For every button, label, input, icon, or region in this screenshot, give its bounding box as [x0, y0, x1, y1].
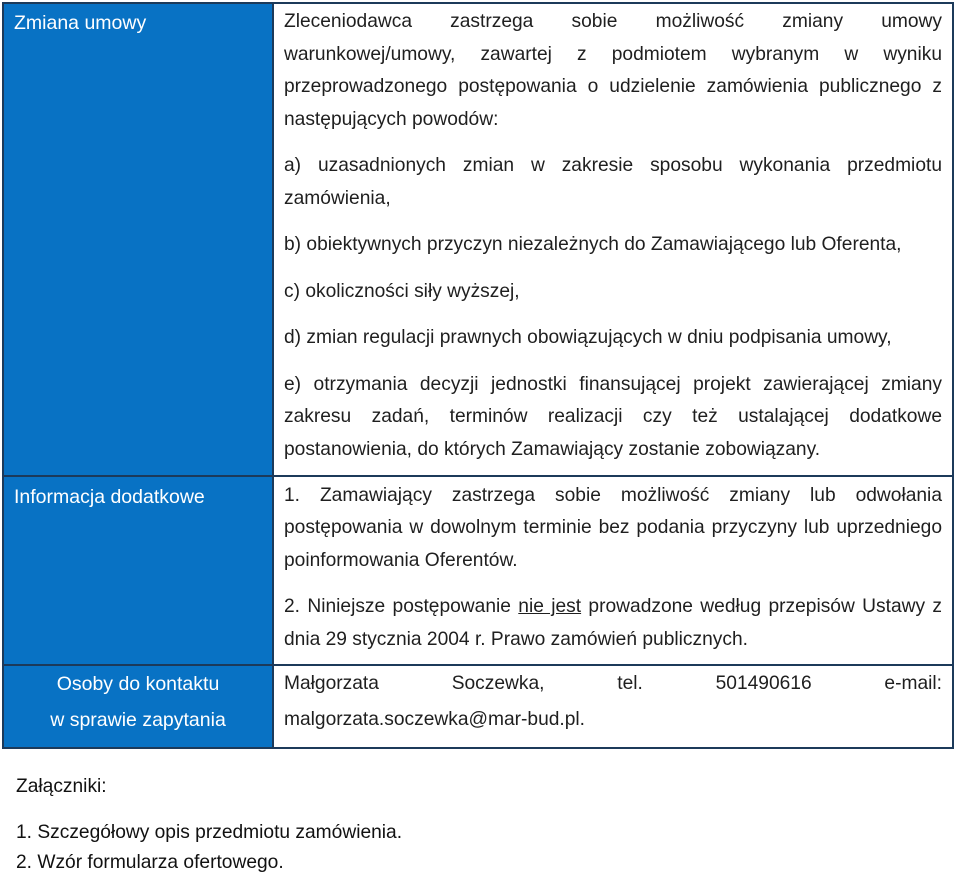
contact-email[interactable]: malgorzata.soczewka@mar-bud.pl.	[284, 708, 586, 730]
attachment-item-1: 1. Szczegółowy opis przedmiotu zamówienia.	[16, 822, 403, 843]
tender-info-table	[2, 2, 954, 749]
change-reason-a: a) uzasadnionych zmian w zakresie sposobu wykonania przedmiotu zamówienia,	[284, 155, 942, 209]
additional-info-point-1: 1. Zamawiający zastrzega sobie możliwość zmiany lub odwołania postępowania w dowolnym terminie bez podania przyczyny lub uprzedniego poinformowania Oferentów.	[284, 484, 942, 571]
change-reason-e: e) otrzymania decyzji jednostki finansującej projekt zawierającej zmiany zakresu zadań, terminów realizacji czy też ustalającej dodatkowe postanowienia, do których Zamawiający zostanie zobowiązany.	[284, 373, 942, 460]
contract-change-label: Zmiana umowy	[3, 3, 273, 476]
attachments-title: Załączniki:	[16, 776, 107, 797]
additional-info-point-2	[284, 591, 942, 656]
contact-person-label	[3, 665, 273, 748]
additional-info-label: Informacja dodatkowe	[3, 476, 273, 665]
change-reason-c: c) okoliczności siły wyższej,	[284, 280, 520, 302]
attachments-section	[16, 770, 402, 878]
contract-change-content	[273, 3, 953, 476]
contact-name-phone-line: Małgorzata Soczewka, tel. 501490616 e-mail:	[284, 672, 942, 694]
row-contact-person	[3, 665, 953, 748]
point-2-text-before: 2. Niniejsze postępowanie	[284, 596, 519, 618]
contact-label-line-1: Osoby do kontaktu	[56, 672, 220, 695]
contract-change-intro: Zleceniodawca zastrzega sobie możliwość zmiany umowy warunkowej/umowy, zawartej z podmiotem wybranym w wyniku przeprowadzonego postępowania o udzielenie zamówienia publicznego z następujących powodów:	[284, 11, 942, 130]
row-additional-info	[3, 476, 953, 665]
change-reason-d: d) zmian regulacji prawnych obowiązujących w dniu podpisania umowy,	[284, 327, 892, 348]
contact-person-content	[273, 665, 953, 748]
attachment-item-2: 2. Wzór formularza ofertowego.	[16, 852, 284, 873]
point-2-underlined-text: nie jest	[518, 596, 582, 618]
contact-label-line-2: w sprawie zapytania	[50, 708, 226, 731]
additional-info-content	[273, 476, 953, 665]
point-2-text-after: prowadzone według przepisów Ustawy z dnia 29 stycznia 2004 r. Prawo zamówień publicznych.	[284, 596, 943, 650]
row-contract-change	[3, 3, 953, 476]
change-reason-b: b) obiektywnych przyczyn niezależnych do Zamawiającego lub Oferenta,	[284, 234, 902, 255]
